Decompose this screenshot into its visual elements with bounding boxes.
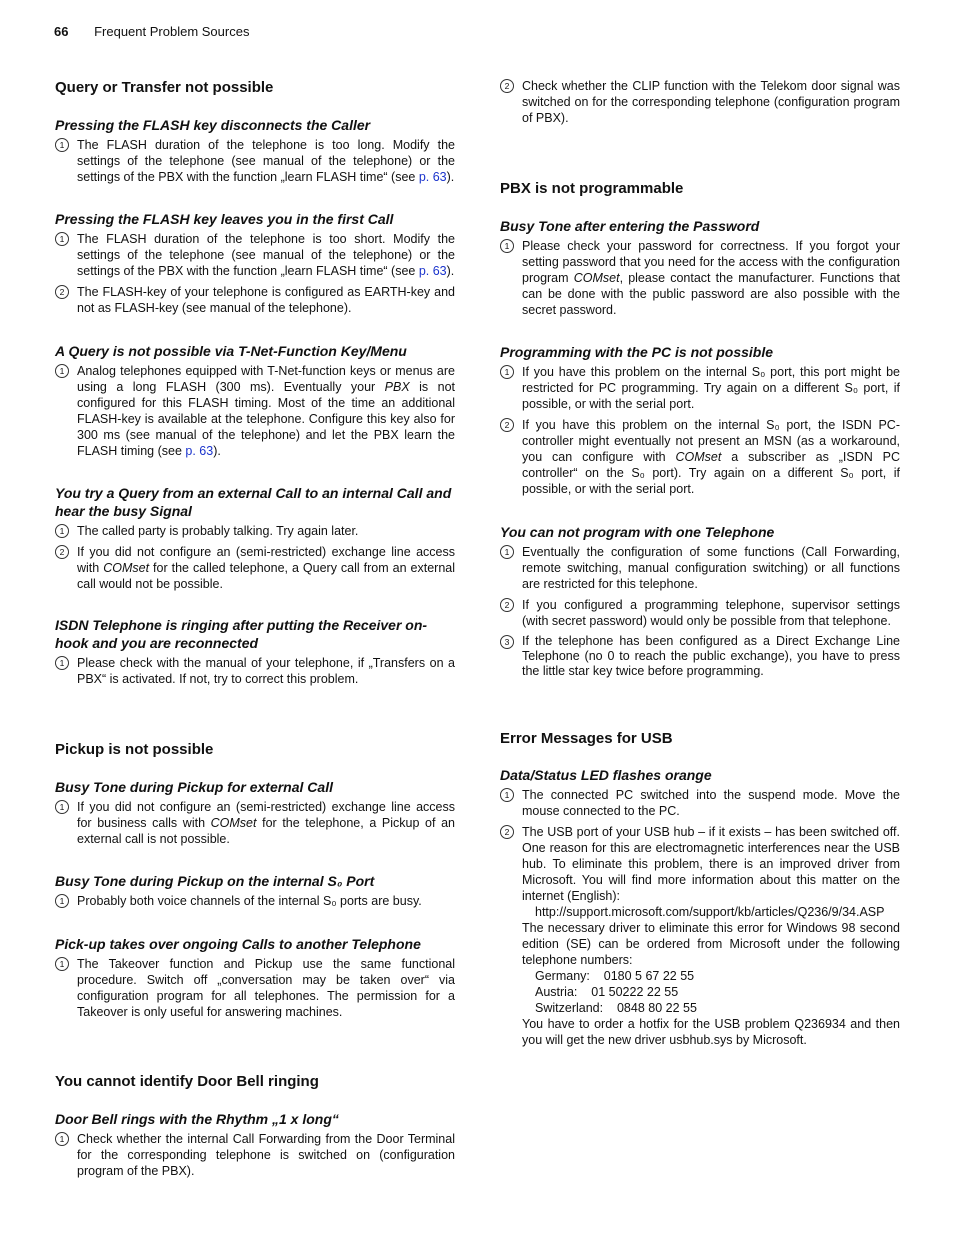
step-marker: 1 xyxy=(55,957,69,971)
step-marker: 1 xyxy=(500,788,514,802)
page-link[interactable]: p. 63 xyxy=(418,264,447,278)
step-marker: 1 xyxy=(55,894,69,908)
page-number: 66 xyxy=(54,24,69,39)
subsection-password xyxy=(500,217,900,323)
list-item: 3 If the telephone has been configured as a Direct Exchange Line Telephone (no 0 to reach the public exchange), you have to press the little star key twice before programming. xyxy=(500,634,900,679)
running-head xyxy=(54,24,249,39)
step-marker: 2 xyxy=(500,598,514,612)
subsection-door-rhythm xyxy=(55,1110,455,1184)
page-link[interactable]: p. 63 xyxy=(418,170,447,184)
step-marker: 1 xyxy=(55,800,69,814)
subsection-title: Pick-up takes over ongoing Calls to another Telephone xyxy=(55,936,421,952)
step-marker: 2 xyxy=(500,79,514,93)
list-item: 1 Please check your password for correctness. If you forgot your setting password that you need for the access with the configuration program COMset, please contact the manufacturer. Functions that can be done with the public password are also possible with the secret password. xyxy=(500,238,900,318)
subsection-tnet-function-key xyxy=(55,342,455,464)
phone-germany: Germany: 0180 5 67 22 55 xyxy=(535,969,695,983)
step-marker: 1 xyxy=(500,545,514,559)
step-marker: 1 xyxy=(55,364,69,378)
subsection-title: Busy Tone during Pickup for external Call xyxy=(55,779,333,795)
step-marker: 1 xyxy=(55,1132,69,1146)
section-title-pbx: PBX is not programmable xyxy=(500,180,684,197)
subsection-led-orange xyxy=(500,766,900,1048)
step-marker: 2 xyxy=(500,418,514,432)
subsection-title: Pressing the FLASH key disconnects the Caller xyxy=(55,117,371,133)
list-item: 2 If you have this problem on the internal S₀ port, the ISDN PC-controller might eventually not present an MSN (as a workaround, you can configure with COMset a subscriber as „ISDN PC controller“ on the S₀ port). Try again on a different S₀ port, if possible, or with the serial port. xyxy=(500,417,900,497)
step-marker: 1 xyxy=(500,365,514,379)
subsection-title: Door Bell rings with the Rhythm „1 x long“ xyxy=(55,1111,339,1127)
list-item: 1 Check whether the internal Call Forwarding from the Door Terminal for the corresponding telephone is switched on (configuration program of the PBX). xyxy=(55,1131,455,1179)
list-item: 2 If you did not configure an (semi-restricted) exchange line access with COMset for the called telephone, a Query call from an external call would not be possible. xyxy=(55,544,455,592)
step-marker: 2 xyxy=(55,545,69,559)
subsection-title: You can not program with one Telephone xyxy=(500,524,775,540)
subsection-title: Data/Status LED flashes orange xyxy=(500,767,712,783)
step-marker: 2 xyxy=(500,825,514,839)
section-title-pickup: Pickup is not possible xyxy=(55,741,214,758)
step-marker: 1 xyxy=(500,239,514,253)
subsection-title: Busy Tone after entering the Password xyxy=(500,218,760,234)
chapter-title: Frequent Problem Sources xyxy=(94,24,250,39)
subsection-pickup-external xyxy=(55,778,455,852)
list-item: 2 Check whether the CLIP function with the Telekom door signal was switched on for the corresponding telephone (configuration program of PBX). xyxy=(500,78,900,126)
subsection-pc-programming xyxy=(500,343,900,502)
subsection-isdn-ringing xyxy=(55,616,455,692)
subsection-one-telephone xyxy=(500,523,900,684)
subsection-flash-disconnects xyxy=(55,116,455,190)
support-url: http://support.microsoft.com/support/kb/articles/Q236/9/34.ASP xyxy=(535,905,885,919)
subsection-title: Busy Tone during Pickup on the internal S₀ Port xyxy=(55,873,375,889)
list-item: 1 The FLASH duration of the telephone is too long. Modify the settings of the telephone (see manual of the telephone) or the settings of the PBX with the function „learn FLASH time“ (see p. 63). xyxy=(55,137,455,185)
step-marker: 1 xyxy=(55,138,69,152)
phone-austria: Austria: 01 50222 22 55 xyxy=(535,985,679,999)
step-marker: 1 xyxy=(55,656,69,670)
section-title-doorbell: You cannot identify Door Bell ringing xyxy=(55,1073,319,1090)
list-item: 1 The connected PC switched into the suspend mode. Move the mouse connected to the PC. xyxy=(500,787,900,819)
list-item: 2 If you configured a programming telephone, supervisor settings (with secret password) would only be possible from that telephone. xyxy=(500,597,900,629)
step-marker: 1 xyxy=(55,232,69,246)
subsection-title: You try a Query from an external Call to an internal Call and hear the busy Signal xyxy=(55,485,452,519)
subsection-pickup-internal xyxy=(55,872,455,914)
step-marker: 3 xyxy=(500,635,514,649)
page-link[interactable]: p. 63 xyxy=(185,444,214,458)
list-item: 1 The Takeover function and Pickup use the same functional procedure. Switch off „conversation may be taken over“ via configuration program for all telephones. The permission for a Takeover is only useful for answering machines. xyxy=(55,956,455,1020)
list-item: 1 Probably both voice channels of the internal S₀ ports are busy. xyxy=(55,893,455,909)
subsection-title: ISDN Telephone is ringing after putting the Receiver on-hook and you are reconnected xyxy=(55,617,428,651)
hotfix-paragraph: You have to order a hotfix for the USB problem Q236934 and then you will get the new driver usbhub.sys by Microsoft. xyxy=(522,1017,900,1047)
subsection-flash-first-call xyxy=(55,210,455,321)
step-marker: 2 xyxy=(55,285,69,299)
subsection-title: A Query is not possible via T-Net-Function Key/Menu xyxy=(55,343,407,359)
list-item: 1 If you have this problem on the internal S₀ port, this port might be restricted for PC programming. Try again on a different S₀ port, if possible, or with the serial port. xyxy=(500,364,900,412)
list-item: 1 The called party is probably talking. Try again later. xyxy=(55,523,455,539)
list-item: 1 Eventually the configuration of some functions (Call Forwarding, remote switching, manual configuration switching) or all functions are restricted for this telephone. xyxy=(500,544,900,592)
subsection-busy-signal xyxy=(55,484,455,597)
phone-switzerland: Switzerland: 0848 80 22 55 xyxy=(535,1001,697,1015)
list-item: 1 If you did not configure an (semi-restricted) exchange line access for business calls with COMset for the telephone, a Pickup of an external call is not possible. xyxy=(55,799,455,847)
list-item: 1 The FLASH duration of the telephone is too short. Modify the settings of the telephone (see manual of the telephone) or the settings of the PBX with the function „learn FLASH time“ (see p. 63). xyxy=(55,231,455,279)
subsection-title: Pressing the FLASH key leaves you in the first Call xyxy=(55,211,394,227)
step-marker: 1 xyxy=(55,524,69,538)
subsection-takeover xyxy=(55,935,455,1025)
section-title-usb: Error Messages for USB xyxy=(500,730,673,747)
list-item: 2 The USB port of your USB hub – if it exists – has been switched off. One reason for this are electromagnetic interferences near the USB hub. To eliminate this problem, there is an improved driver from Microsoft. You will find more information about this matter on the internet (English): xyxy=(500,824,900,904)
list-item: 2 The FLASH-key of your telephone is configured as EARTH-key and not as FLASH-key (see manual of the telephone). xyxy=(55,284,455,316)
driver-paragraph: The necessary driver to eliminate this error for Windows 98 second edition (SE) can be ordered from Microsoft under the following telephone numbers: xyxy=(522,921,900,967)
section-title-query: Query or Transfer not possible xyxy=(55,79,274,96)
subsection-title: Programming with the PC is not possible xyxy=(500,344,774,360)
list-item: 1 Analog telephones equipped with T-Net-function keys or menus are using a long FLASH (300 ms). Eventually your PBX is not configured for this FLASH timing. Most of the time an additional FLASH-key is available at the telephone. Configure this key also for 300 ms (see manual of the telephone) and let the PBX learn the FLASH timing (see p. 63). xyxy=(55,363,455,459)
list-item: 1 Please check with the manual of your telephone, if „Transfers on a PBX“ is activated. If not, try to correct this problem. xyxy=(55,655,455,687)
door-clip-item xyxy=(500,78,900,131)
